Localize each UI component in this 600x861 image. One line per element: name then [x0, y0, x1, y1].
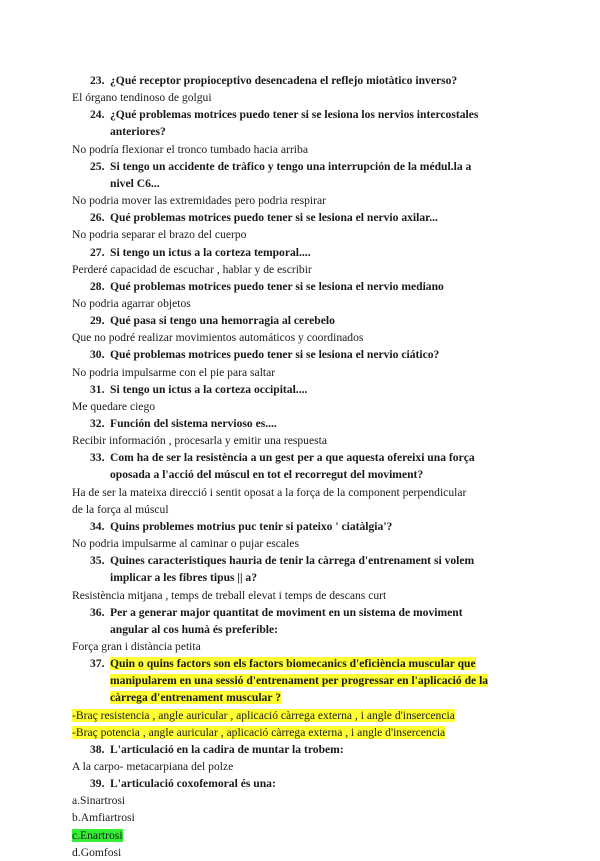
answer-line [72, 433, 580, 449]
answer-text: -Braç resistencia , angle auricular , aplicació càrrega externa , i angle d'insercencia [72, 708, 455, 722]
question-number: 39. [90, 777, 105, 791]
answer-line [72, 759, 580, 775]
question-line [90, 519, 580, 535]
question-number: 37. [90, 657, 105, 671]
question-line [110, 673, 580, 689]
question-text: oposada a l'acció del múscul en tot el recorregut del moviment? [110, 468, 424, 482]
question-text: càrrega d'entrenament muscular ? [110, 691, 281, 705]
question-line [110, 176, 580, 192]
answer-text: b.Amfiartrosi [72, 811, 135, 825]
answer-line [72, 810, 580, 826]
question-line [110, 622, 580, 638]
question-line [90, 107, 580, 123]
question-line [110, 124, 580, 140]
answer-line [72, 296, 580, 312]
question-text: Qué problemas motrices puedo tener si se lesiona el nervio ciático? [110, 348, 440, 362]
question-number: 29. [90, 314, 105, 328]
question-number: 27. [90, 245, 105, 259]
question-number: 30. [90, 348, 105, 362]
question-text: Si tengo un ictus a la corteza temporal.... [110, 245, 311, 259]
answer-text: -Braç potencia , angle auricular , aplicació càrrega externa , i angle d'insercencia [72, 725, 446, 739]
question-line [90, 416, 580, 432]
answer-text: a.Sinartrosi [72, 794, 126, 808]
question-text: Com ha de ser la resistència a un gest per a que aquesta ofereixi una força [110, 451, 475, 465]
question-number: 26. [90, 211, 105, 225]
question-number: 24. [90, 108, 105, 122]
question-line [90, 742, 580, 758]
question-text: Qué problemas motrices puedo tener si se lesiona el nervio axilar... [110, 211, 438, 225]
question-number: 33. [90, 451, 105, 465]
question-line [110, 570, 580, 586]
answer-text: El órgano tendinoso de golgui [72, 91, 212, 105]
question-number: 35. [90, 554, 105, 568]
answer-text: Ha de ser la mateixa direcció i sentit oposat a la força de la component perpendicular [72, 485, 467, 499]
answer-line [72, 485, 580, 501]
question-number: 34. [90, 519, 105, 533]
answer-line [72, 330, 580, 346]
question-number: 23. [90, 74, 105, 87]
answer-line [72, 262, 580, 278]
question-text: nivel C6... [110, 176, 160, 190]
answer-text: No podria mover las extremidades pero podria respirar [72, 194, 327, 208]
question-line [90, 382, 580, 398]
question-line [110, 690, 580, 706]
question-number: 31. [90, 382, 105, 396]
answer-line [72, 828, 580, 844]
question-line [90, 776, 580, 792]
answer-line [72, 142, 580, 158]
question-line [90, 279, 580, 295]
question-line [90, 313, 580, 329]
question-text: anteriores? [110, 125, 166, 139]
answer-text: Que no podré realizar movimientos automáticos y coordinados [72, 331, 364, 345]
answer-text: Me quedare ciego [72, 399, 156, 413]
question-text: Función del sistema nervioso es.... [110, 417, 277, 430]
question-text: angular al cos humà és preferible: [110, 622, 278, 636]
answer-line [72, 502, 580, 518]
question-number: 36. [90, 605, 105, 619]
question-line [90, 347, 580, 363]
answer-line [72, 639, 580, 655]
question-text: Per a generar major quantitat de moviment en un sistema de moviment [110, 605, 463, 619]
answer-text: d.Gomfosi [72, 845, 122, 859]
question-text: Qué pasa si tengo una hemorragia al cerebelo [110, 314, 335, 328]
answer-line [72, 725, 580, 741]
answer-line [72, 588, 580, 604]
answer-text: Perderé capacidad de escuchar , hablar y de escribir [72, 262, 312, 276]
question-text: Si tengo un accidente de tràfico y tengo una interrupción de la médul.la a [110, 159, 472, 173]
answer-line [72, 845, 580, 861]
answer-line [72, 399, 580, 415]
question-text: ¿Qué receptor propioceptivo desencadena el reflejo miotàtico inverso? [110, 74, 458, 87]
question-number: 38. [90, 742, 105, 756]
answer-text: No podria impulsarme al caminar o pujar escales [72, 537, 299, 551]
answer-line [72, 708, 580, 724]
answer-line [72, 227, 580, 243]
question-line [90, 605, 580, 621]
question-number: 28. [90, 279, 105, 293]
question-number: 25. [90, 159, 105, 173]
question-text: L'articulació en la cadira de muntar la trobem: [110, 742, 344, 756]
question-line [90, 656, 580, 672]
answer-text: de la força al múscul [72, 502, 169, 516]
answer-text: No podria separar el brazo del cuerpo [72, 228, 247, 242]
question-text: Si tengo un ictus a la corteza occipital.... [110, 382, 308, 396]
answer-text: Força gran i distància petita [72, 639, 201, 653]
question-line [90, 159, 580, 175]
answer-text: No podria impulsarme con el pie para saltar [72, 365, 276, 379]
question-text: Quines caracteristiques hauria de tenir la càrrega d'entrenament si volem [110, 554, 475, 568]
answer-text: A la carpo- metacarpiana del polze [72, 760, 234, 773]
answer-line [72, 365, 580, 381]
question-text: manipularem en una sessió d'entrenament per progressar en l'aplicació de la [110, 674, 489, 688]
question-text: L'articulació coxofemoral és una: [110, 777, 276, 791]
answer-line [72, 90, 580, 106]
answer-text: Recibir información , procesarla y emitir una respuesta [72, 434, 327, 448]
answer-line [72, 536, 580, 552]
question-line [90, 210, 580, 226]
question-number: 32. [90, 417, 105, 430]
answer-line [72, 793, 580, 809]
question-line [90, 73, 580, 89]
answer-line [72, 193, 580, 209]
question-text: implicar a les fibres tipus || a? [110, 571, 258, 585]
answer-text: No podria agarrar objetos [72, 296, 191, 310]
question-line [90, 450, 580, 466]
answer-text: c.Enartrosi [72, 828, 123, 842]
answer-text: Resistència mitjana , temps de treball elevat i temps de descans curt [72, 588, 387, 602]
question-text: ¿Qué problemas motrices puedo tener si se lesiona los nervios intercostales [110, 108, 479, 122]
question-text: Qué problemas motrices puedo tener si se lesiona el nervio mediano [110, 279, 444, 293]
question-line [90, 245, 580, 261]
question-text: Quins problemes motrius puc tenir si pateixo ' ciatàlgia'? [110, 519, 393, 533]
answer-text: No podría flexionar el tronco tumbado hacia arriba [72, 142, 308, 156]
question-text: Quin o quins factors son els factors biomecanics d'eficiència muscular que [110, 657, 476, 671]
question-line [110, 467, 580, 483]
question-line [90, 553, 580, 569]
